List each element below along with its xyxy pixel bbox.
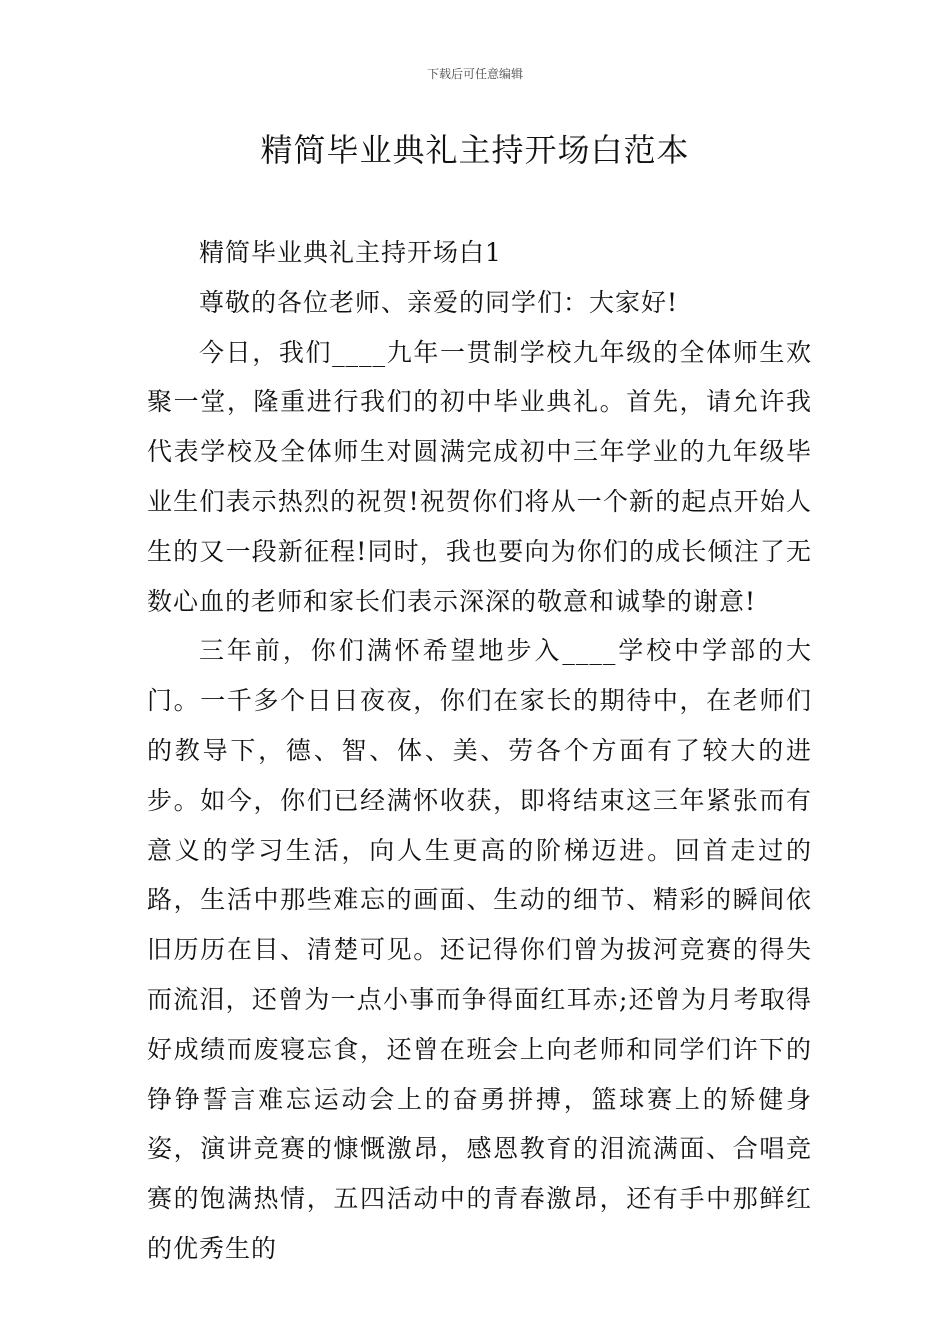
document-body bbox=[147, 228, 812, 1274]
paragraph-subtitle: 精简毕业典礼主持开场白1 bbox=[199, 238, 502, 267]
header-note: 下载后可任意编辑 bbox=[426, 67, 523, 81]
paragraph-greeting: 尊敬的各位老师、亲爱的同学们：大家好! bbox=[199, 287, 679, 317]
paragraph-memories: 三年前，你们满怀希望地步入____学校中学部的大门。一千多个日日夜夜，你们在家长的期待中，在老师们的教导下，德、智、体、美、劳各个方面有了较大的进步。如今，你们已经满怀收获，即将结束这三年紧张而有意义的学习生活，向人生更高的阶梯迈进。回首走过的路，生活中那些难忘的画面、生动的细节、精彩的瞬间依旧历历在目、清楚可见。还记得你们曾为拔河竞赛的得失而流泪，还曾为一点小事而争得面红耳赤;还曾为月考取得好成绩而废寝忘食，还曾在班会上向老师和同学们许下的铮铮誓言难忘运动会上的奋勇拼搏，篮球赛上的矫健身姿，演讲竞赛的慷慨激昂，感恩教育的泪流满面、合唱竞赛的饱满热情，五四活动中的青春激昂，还有手中那鲜红的优秀生的 bbox=[147, 636, 812, 1263]
document-title: 精简毕业典礼主持开场白范本 bbox=[260, 131, 690, 169]
paragraph-opening: 今日，我们____九年一贯制学校九年级的全体师生欢聚一堂，隆重进行我们的初中毕业典礼。首先，请允许我代表学校及全体师生对圆满完成初中三年学业的九年级毕业生们表示热烈的祝贺!祝贺你们将从一个新的起点开始人生的又一段新征程!同时，我也要向为你们的成长倾注了无数心血的老师和家长们表示深深的敬意和诚挚的谢意! bbox=[147, 337, 812, 616]
